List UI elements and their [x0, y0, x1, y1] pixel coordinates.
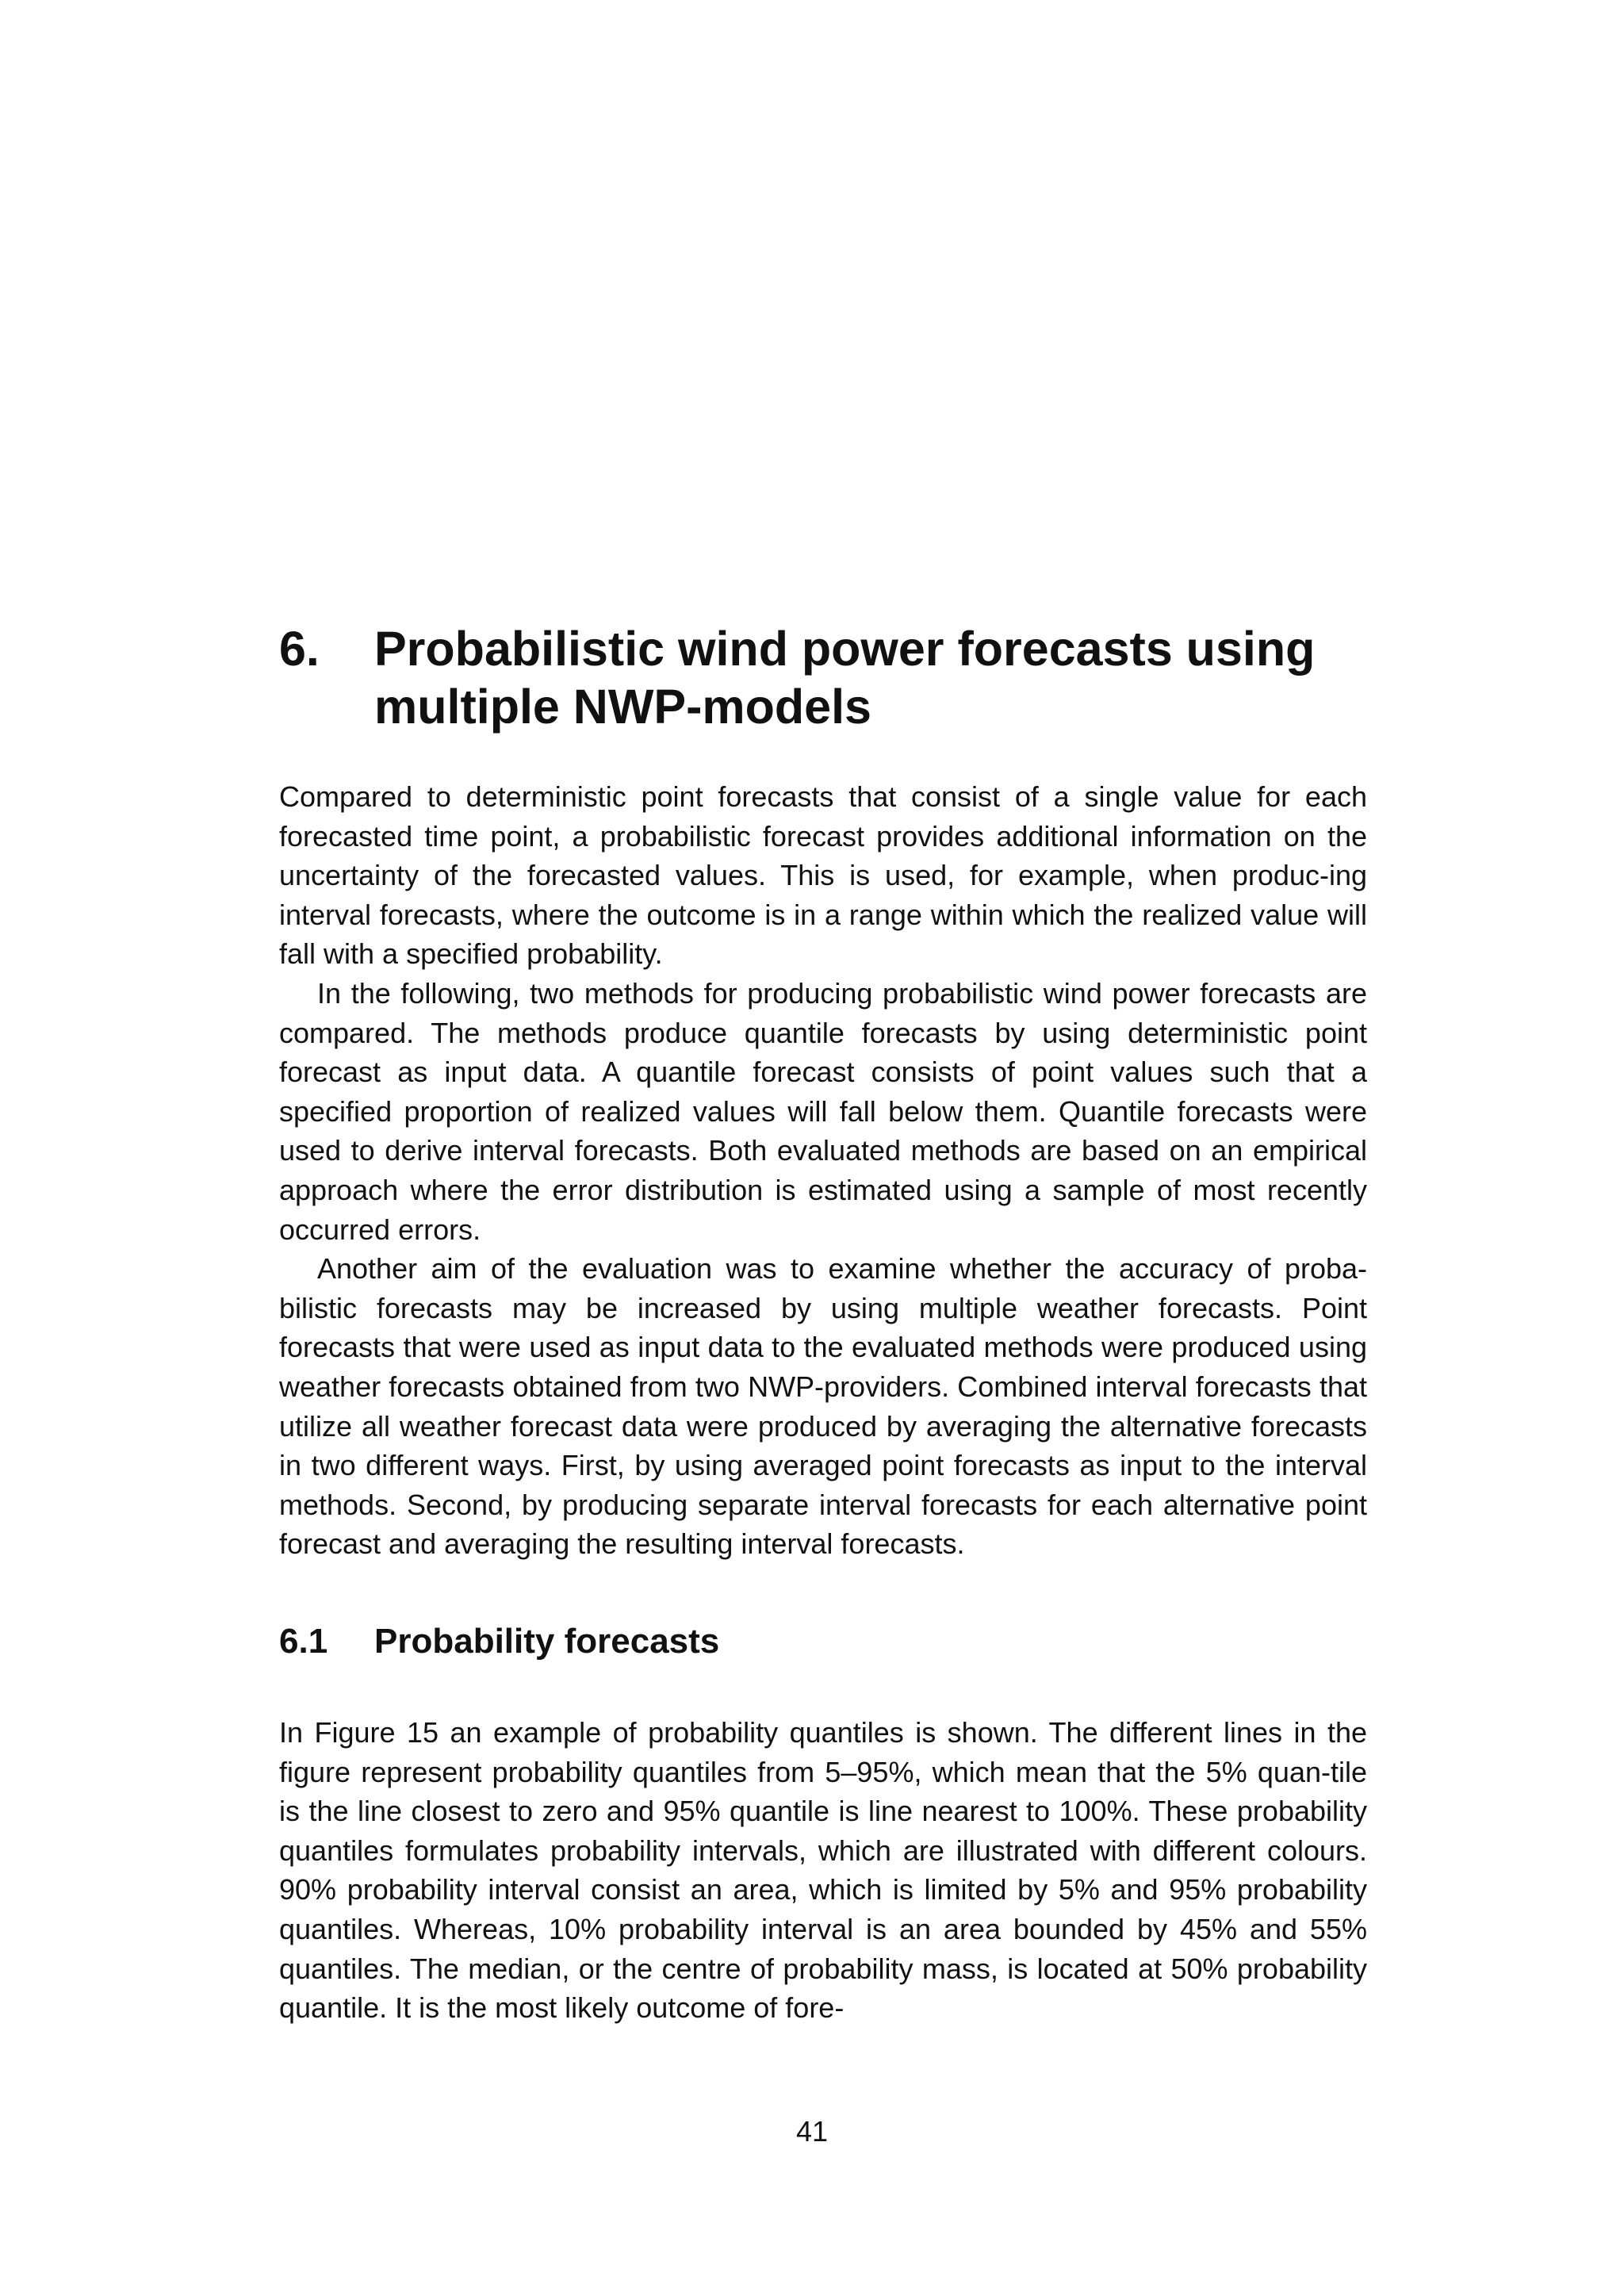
- page-number: 41: [795, 2115, 829, 2148]
- intro-paragraph-1: Compared to deterministic point forecasts that consist of a single value for each forecasted time point, a probabilistic forecast provides additional information on the uncertainty of the forecasted values. This is used, for example, when produc-ing interval forecasts, where the outcome is in a range within which the realized value will fall with a specified probability.: [279, 780, 1367, 971]
- intro-paragraph-3: Another aim of the evaluation was to examine whether the accuracy of proba-bilistic forecasts may be increased by using multiple weather forecasts. Point forecasts that were used as input data to the evaluated methods were produced using weather forecasts obtained from two NWP-providers. Combined interval forecasts that utilize all weather forecast data were produced by averaging the alternative forecasts in two different ways. First, by using averaged point forecasts as input to the interval methods. Second, by producing separate interval forecasts for each alternative point forecast and averaging the resulting interval forecasts.: [279, 1252, 1367, 1561]
- section-text: [279, 1713, 1367, 2028]
- section-title: Probability forecasts: [374, 1622, 720, 1661]
- section-number: 6.1: [279, 1622, 328, 1661]
- chapter-title: [374, 620, 1373, 736]
- intro-paragraph-2: In the following, two methods for producing probabilistic wind power forecasts are compared. The methods produce quantile forecasts by using deterministic point forecast as input data. A quantile forecast consists of point values such that a specified proportion of realized values will fall below them. Quantile forecasts were used to derive interval forecasts. Both evaluated methods are based on an empirical approach where the error distribution is estimated using a sample of most recently occurred errors.: [279, 976, 1367, 1246]
- intro-text: [279, 777, 1367, 1564]
- chapter-title-line-1: Probabilistic wind power forecasts using: [374, 622, 1316, 676]
- chapter-heading: [279, 620, 1373, 736]
- chapter-title-line-2: multiple NWP-models: [374, 680, 871, 734]
- section-heading: [279, 1621, 1373, 1662]
- chapter-number: 6.: [279, 622, 320, 676]
- section-paragraph-1: In Figure 15 an example of probability quantiles is shown. The different lines in the figure represent probability quantiles from 5–95%, which mean that the 5% quan-tile is the line closest to zero and 95% quantile is line nearest to 100%. These probability quantiles formulates probability intervals, which are illustrated with different colours. 90% probability interval consist an area, which is limited by 5% and 95% probability quantiles. Whereas, 10% probability interval is an area bounded by 45% and 55% quantiles. The median, or the centre of probability mass, is located at 50% probability quantile. It is the most likely outcome of fore-: [279, 1716, 1367, 2025]
